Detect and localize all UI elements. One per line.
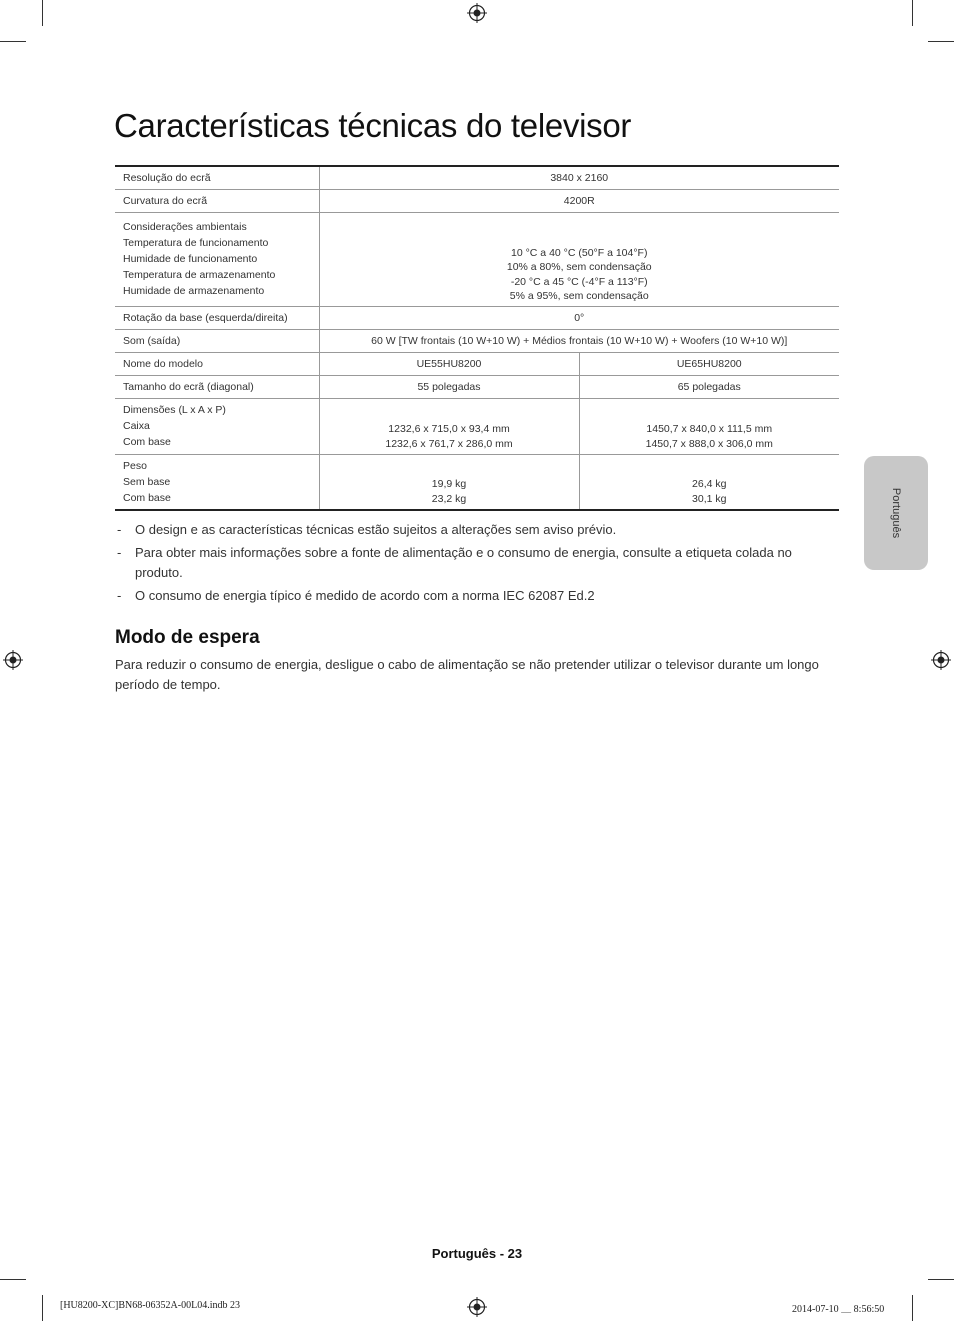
list-item [117,586,817,606]
language-tab [864,456,928,570]
spec-label: Dimensões (L x A x P) Caixa Com base [115,398,319,454]
list-item [117,543,817,583]
registration-mark-icon [467,3,487,23]
crop-mark [928,1279,954,1280]
spec-value: UE55HU8200 [319,352,579,375]
spec-value: 4200R [319,189,839,212]
registration-mark-icon [467,1297,487,1317]
registration-mark-icon [3,650,23,670]
spec-value: 1450,7 x 840,0 x 111,5 mm 1450,7 x 888,0 x 306,0 mm [579,398,839,454]
list-item [117,520,817,540]
spec-label: Peso Sem base Com base [115,454,319,510]
note-text: O consumo de energia típico é medido de acordo com a norma IEC 62087 Ed.2 [135,588,595,603]
table-row [115,166,839,189]
registration-mark-icon [931,650,951,670]
spec-value: 26,4 kg 30,1 kg [579,454,839,510]
table-row [115,398,839,454]
crop-mark [912,1295,913,1321]
spec-value: UE65HU8200 [579,352,839,375]
note-text: O design e as características técnicas estão sujeitos a alterações sem aviso prévio. [135,522,617,537]
spec-label: Tamanho do ecrã (diagonal) [115,375,319,398]
spec-value: 3840 x 2160 [319,166,839,189]
spec-label: Considerações ambientais Temperatura de funcionamento Humidade de funcionamento Temperatura de armazenamento Humidade de armazenamento [115,212,319,306]
spec-label: Som (saída) [115,329,319,352]
note-text: Para obter mais informações sobre a fonte de alimentação e o consumo de energia, consulte a etiqueta colada no produto. [135,545,792,580]
spec-label: Resolução do ecrã [115,166,319,189]
print-file-info: [HU8200-XC]BN68-06352A-00L04.indb 23 [60,1300,240,1311]
table-row [115,329,839,352]
spec-value: 1232,6 x 715,0 x 93,4 mm 1232,6 x 761,7 x 286,0 mm [319,398,579,454]
crop-mark [42,1295,43,1321]
crop-mark [0,41,26,42]
bullet-dash: - [117,522,122,537]
section-paragraph: Para reduzir o consumo de energia, desligue o cabo de alimentação se não pretender utilizar o televisor durante um longo período de tempo. [115,657,819,692]
spec-value: 55 polegadas [319,375,579,398]
spec-label: Curvatura do ecrã [115,189,319,212]
print-timestamp: 2014-07-10 ＿ 8:56:50 [792,1304,885,1315]
spec-label: Rotação da base (esquerda/direita) [115,306,319,329]
page-title: Características técnicas do televisor [114,107,632,144]
crop-mark [42,0,43,26]
page-number: Português - 23 [431,1246,523,1261]
bullet-dash: - [117,545,122,560]
crop-mark [0,1279,26,1280]
spec-label: Nome do modelo [115,352,319,375]
table-row [115,375,839,398]
spec-value: 0° [319,306,839,329]
spec-value: 60 W [TW frontais (10 W+10 W) + Médios frontais (10 W+10 W) + Woofers (10 W+10 W)] [319,329,839,352]
spec-table [115,165,839,511]
table-row [115,352,839,375]
table-row [115,212,839,306]
section-heading: Modo de espera [115,627,260,648]
crop-mark [912,0,913,26]
language-tab-label: Português [890,487,902,539]
spec-value: 19,9 kg 23,2 kg [319,454,579,510]
bullet-dash: - [117,588,122,603]
spec-value: 10 °C a 40 °C (50°F a 104°F) 10% a 80%, sem condensação -20 °C a 45 °C (-4°F a 113°F) 5% a 95%, sem condensação [319,212,839,306]
crop-mark [928,41,954,42]
table-row [115,306,839,329]
notes-list [117,520,817,609]
table-row [115,189,839,212]
table-row [115,454,839,510]
spec-value: 65 polegadas [579,375,839,398]
